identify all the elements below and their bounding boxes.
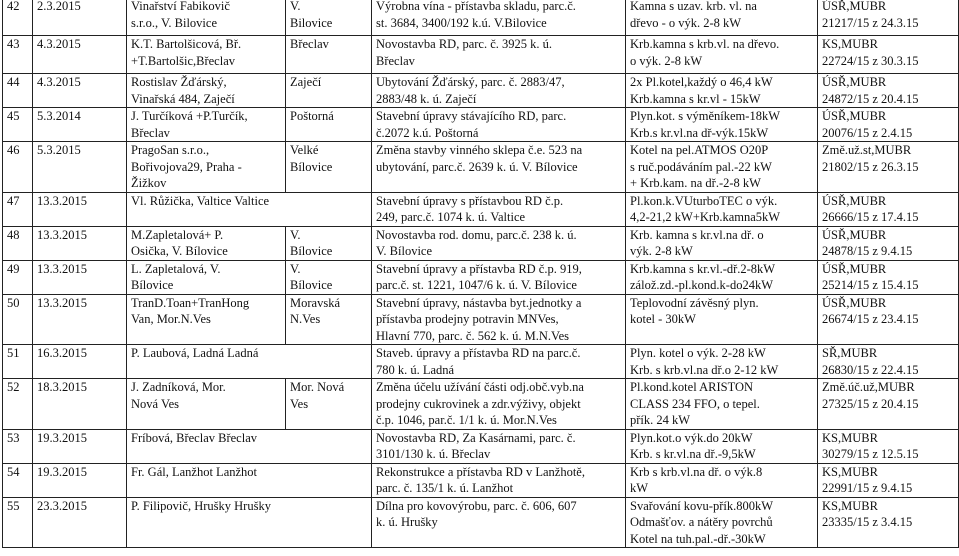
description-cell: Dílna pro kovovýrobu, parc. č. 606, 607 k. ú. Hrušky [372, 497, 626, 548]
decision-cell: ÚSŘ,MUBR 26666/15 z 17.4.15 [818, 192, 959, 226]
row-number-cell: 45 [3, 108, 33, 142]
row-number-cell: 46 [3, 142, 33, 193]
decision-cell: ÚSŘ,MUBR 24872/15 z 20.4.15 [818, 74, 959, 108]
date-cell: 19.3.2015 [33, 463, 127, 497]
date-cell: 13.3.2015 [33, 226, 127, 260]
decision-cell: ÚSŘ,MUBR 20076/15 z 2.4.15 [818, 108, 959, 142]
table-row [3, 345, 959, 379]
applicant-cell: TranD.Toan+TranHong Van, Mor.N.Ves [127, 294, 286, 345]
heating-source-cell: Plyn. kotel o výk. 2-28 kW Krb. s krb.vl.na dř.o 2-12 kW [626, 345, 818, 379]
description-cell: Novostavba RD, Za Kasárnami, parc. č. 3101/130 k. ú. Břeclav [372, 429, 626, 463]
row-number-cell: 42 [3, 0, 33, 36]
decision-cell: ÚSŘ,MUBR 25214/15 z 15.4.15 [818, 260, 959, 294]
applicant-cell: PragoSan s.r.o., Bořivojova29, Praha - Žižkov [127, 142, 286, 193]
place-cell: Moravská N.Ves [286, 294, 372, 345]
table-row [3, 108, 959, 142]
place-cell: V. Bílovice [286, 260, 372, 294]
row-number-cell: 47 [3, 192, 33, 226]
place-cell: V. Bilovice [286, 0, 372, 36]
table-row [3, 429, 959, 463]
date-cell: 4.3.2015 [33, 74, 127, 108]
row-number-cell: 53 [3, 429, 33, 463]
applicant-cell: J. Turčíková +P.Turčík, Břeclav [127, 108, 286, 142]
table-row [3, 463, 959, 497]
decision-cell: ÚSŘ,MUBR 26674/15 z 23.4.15 [818, 294, 959, 345]
table-row [3, 497, 959, 548]
place-cell: Břeclav [286, 36, 372, 74]
row-number-cell: 44 [3, 74, 33, 108]
heating-source-cell: 2x Pl.kotel,každý o 46,4 kW Krb.kamna s kr.vl - 15kW [626, 74, 818, 108]
applicant-place-cell: P. Laubová, Ladná Ladná [127, 345, 372, 379]
decision-cell: KS,MUBR 22724/15 z 30.3.15 [818, 36, 959, 74]
description-cell: Novostavba RD, parc. č. 3925 k. ú. Břeclav [372, 36, 626, 74]
heating-source-cell: Svařování kovu-přík.800kW Odmašťov. a nátěry povrchů Kotel na tuh.pal.-dř.-30kW [626, 497, 818, 548]
description-cell: Změna účelu užívání části odj.obč.vyb.na prodejny cukrovinek a zdr.výživy, objekt č.p. 1046, par.č. 1/1 k. ú. Mor.N.Ves [372, 379, 626, 430]
description-cell: Změna stavby vinného sklepa č.e. 523 na ubytování, parc.č. 2639 k. ú. V. Bílovice [372, 142, 626, 193]
decision-cell: KS,MUBR 30279/15 z 12.5.15 [818, 429, 959, 463]
description-cell: Stavební úpravy a přístavba RD č.p. 919, parc.č. st. 1221, 1047/6 k. ú. V. Bílovice [372, 260, 626, 294]
row-number-cell: 49 [3, 260, 33, 294]
decision-cell: KS,MUBR 22991/15 z 9.4.15 [818, 463, 959, 497]
heating-source-cell: Plyn.kot. s výměníkem-18kW Krb.s kr.vl.na dř-výk.15kW [626, 108, 818, 142]
applicant-cell: K.T. Bartolšicová, Bř. +T.Bartolšic,Břeclav [127, 36, 286, 74]
row-number-cell: 43 [3, 36, 33, 74]
decision-cell: KS,MUBR 23335/15 z 3.4.15 [818, 497, 959, 548]
date-cell: 19.3.2015 [33, 429, 127, 463]
applicant-cell: L. Zapletalová, V. Bílovice [127, 260, 286, 294]
date-cell: 5.3.2014 [33, 108, 127, 142]
description-cell: Stavební úpravy, nástavba byt.jednotky a přístavba prodejny potravin MNVes, Hlavní 770, parc. č. 562 k. ú. M.N.Ves [372, 294, 626, 345]
date-cell: 5.3.2015 [33, 142, 127, 193]
row-number-cell: 50 [3, 294, 33, 345]
applicant-cell: Rostislav Žďárský, Vinařská 484, Zaječí [127, 74, 286, 108]
decision-cell: ÚSŘ,MUBR 24878/15 z 9.4.15 [818, 226, 959, 260]
decision-cell: Změ.úč.už,MUBR 27325/15 z 20.4.15 [818, 379, 959, 430]
decision-cell: ÚSŘ,MUBR 21217/15 z 24.3.15 [818, 0, 959, 36]
table-row [3, 74, 959, 108]
heating-source-cell: Plyn.kot.o výk.do 20kW Krb. s kr.vl.na dř.-9,5kW [626, 429, 818, 463]
table-row [3, 142, 959, 193]
description-cell: Rekonstrukce a přístavba RD v Lanžhotě, parc. č. 135/1 k. ú. Lanžhot [372, 463, 626, 497]
applicant-place-cell: Fríbová, Břeclav Břeclav [127, 429, 372, 463]
description-cell: Staveb. úpravy a přístavba RD na parc.č. 780 k. ú. Ladná [372, 345, 626, 379]
date-cell: 18.3.2015 [33, 379, 127, 430]
decision-cell: Změ.už.st,MUBR 21802/15 z 26.3.15 [818, 142, 959, 193]
row-number-cell: 55 [3, 497, 33, 548]
description-cell: Stavební úpravy s přístavbou RD č.p. 249, parc.č. 1074 k. ú. Valtice [372, 192, 626, 226]
table-row [3, 36, 959, 74]
heating-source-cell: Kamna s uzav. krb. vl. na dřevo - o výk. 2-8 kW [626, 0, 818, 36]
applicant-place-cell: Fr. Gál, Lanžhot Lanžhot [127, 463, 372, 497]
heating-source-cell: Krb s krb.vl.na dř. o výk.8 kW [626, 463, 818, 497]
table-row [3, 379, 959, 430]
row-number-cell: 48 [3, 226, 33, 260]
applicant-place-cell: Vl. Růžička, Valtice Valtice [127, 192, 372, 226]
place-cell: Poštorná [286, 108, 372, 142]
heating-source-cell: Krb.kamna s kr.vl.-dř.2-8kW zálož.zd.-pl.kond.k-do24kW [626, 260, 818, 294]
description-cell: Ubytování Žďárský, parc. č. 2883/47, 2883/48 k. ú. Zaječí [372, 74, 626, 108]
permits-table [2, 0, 959, 548]
applicant-cell: Vinařství Fabikovič s.r.o., V. Bilovice [127, 0, 286, 36]
applicant-place-cell: P. Filipovič, Hrušky Hrušky [127, 497, 372, 548]
date-cell: 13.3.2015 [33, 260, 127, 294]
row-number-cell: 54 [3, 463, 33, 497]
applicant-cell: J. Zadníková, Mor. Nová Ves [127, 379, 286, 430]
place-cell: Velké Bílovice [286, 142, 372, 193]
description-cell: Stavební úpravy stávajícího RD, parc. č.2072 k.ú. Poštorná [372, 108, 626, 142]
heating-source-cell: Pl.kond.kotel ARISTON CLASS 234 FFO, o tepel. přík. 24 kW [626, 379, 818, 430]
heating-source-cell: Krb. kamna s kr.vl.na dř. o výk. 2-8 kW [626, 226, 818, 260]
date-cell: 16.3.2015 [33, 345, 127, 379]
description-cell: Výrobna vína - přístavba skladu, parc.č. st. 3684, 3400/192 k.ú. V.Bilovice [372, 0, 626, 36]
date-cell: 13.3.2015 [33, 192, 127, 226]
row-number-cell: 51 [3, 345, 33, 379]
heating-source-cell: Pl.kon.k.VUturboTEC o výk. 4,2-21,2 kW+Krb.kamna5kW [626, 192, 818, 226]
table-body [3, 0, 959, 548]
table-row [3, 192, 959, 226]
row-number-cell: 52 [3, 379, 33, 430]
table-row [3, 294, 959, 345]
heating-source-cell: Teplovodní závěsný plyn. kotel - 30kW [626, 294, 818, 345]
heating-source-cell: Kotel na pel.ATMOS O20P s ruč.podáváním pal.-22 kW + Krb.kam. na dř.-2-8 kW [626, 142, 818, 193]
place-cell: Zaječí [286, 74, 372, 108]
description-cell: Novostavba rod. domu, parc.č. 238 k. ú. V. Bílovice [372, 226, 626, 260]
date-cell: 2.3.2015 [33, 0, 127, 36]
table-row [3, 226, 959, 260]
date-cell: 23.3.2015 [33, 497, 127, 548]
date-cell: 13.3.2015 [33, 294, 127, 345]
decision-cell: SŘ,MUBR 26830/15 z 22.4.15 [818, 345, 959, 379]
applicant-cell: M.Zapletalová+ P. Osička, V. Bílovice [127, 226, 286, 260]
table-row [3, 260, 959, 294]
table-row [3, 0, 959, 36]
place-cell: V. Bílovice [286, 226, 372, 260]
date-cell: 4.3.2015 [33, 36, 127, 74]
heating-source-cell: Krb.kamna s krb.vl. na dřevo. o výk. 2-8 kW [626, 36, 818, 74]
place-cell: Mor. Nová Ves [286, 379, 372, 430]
